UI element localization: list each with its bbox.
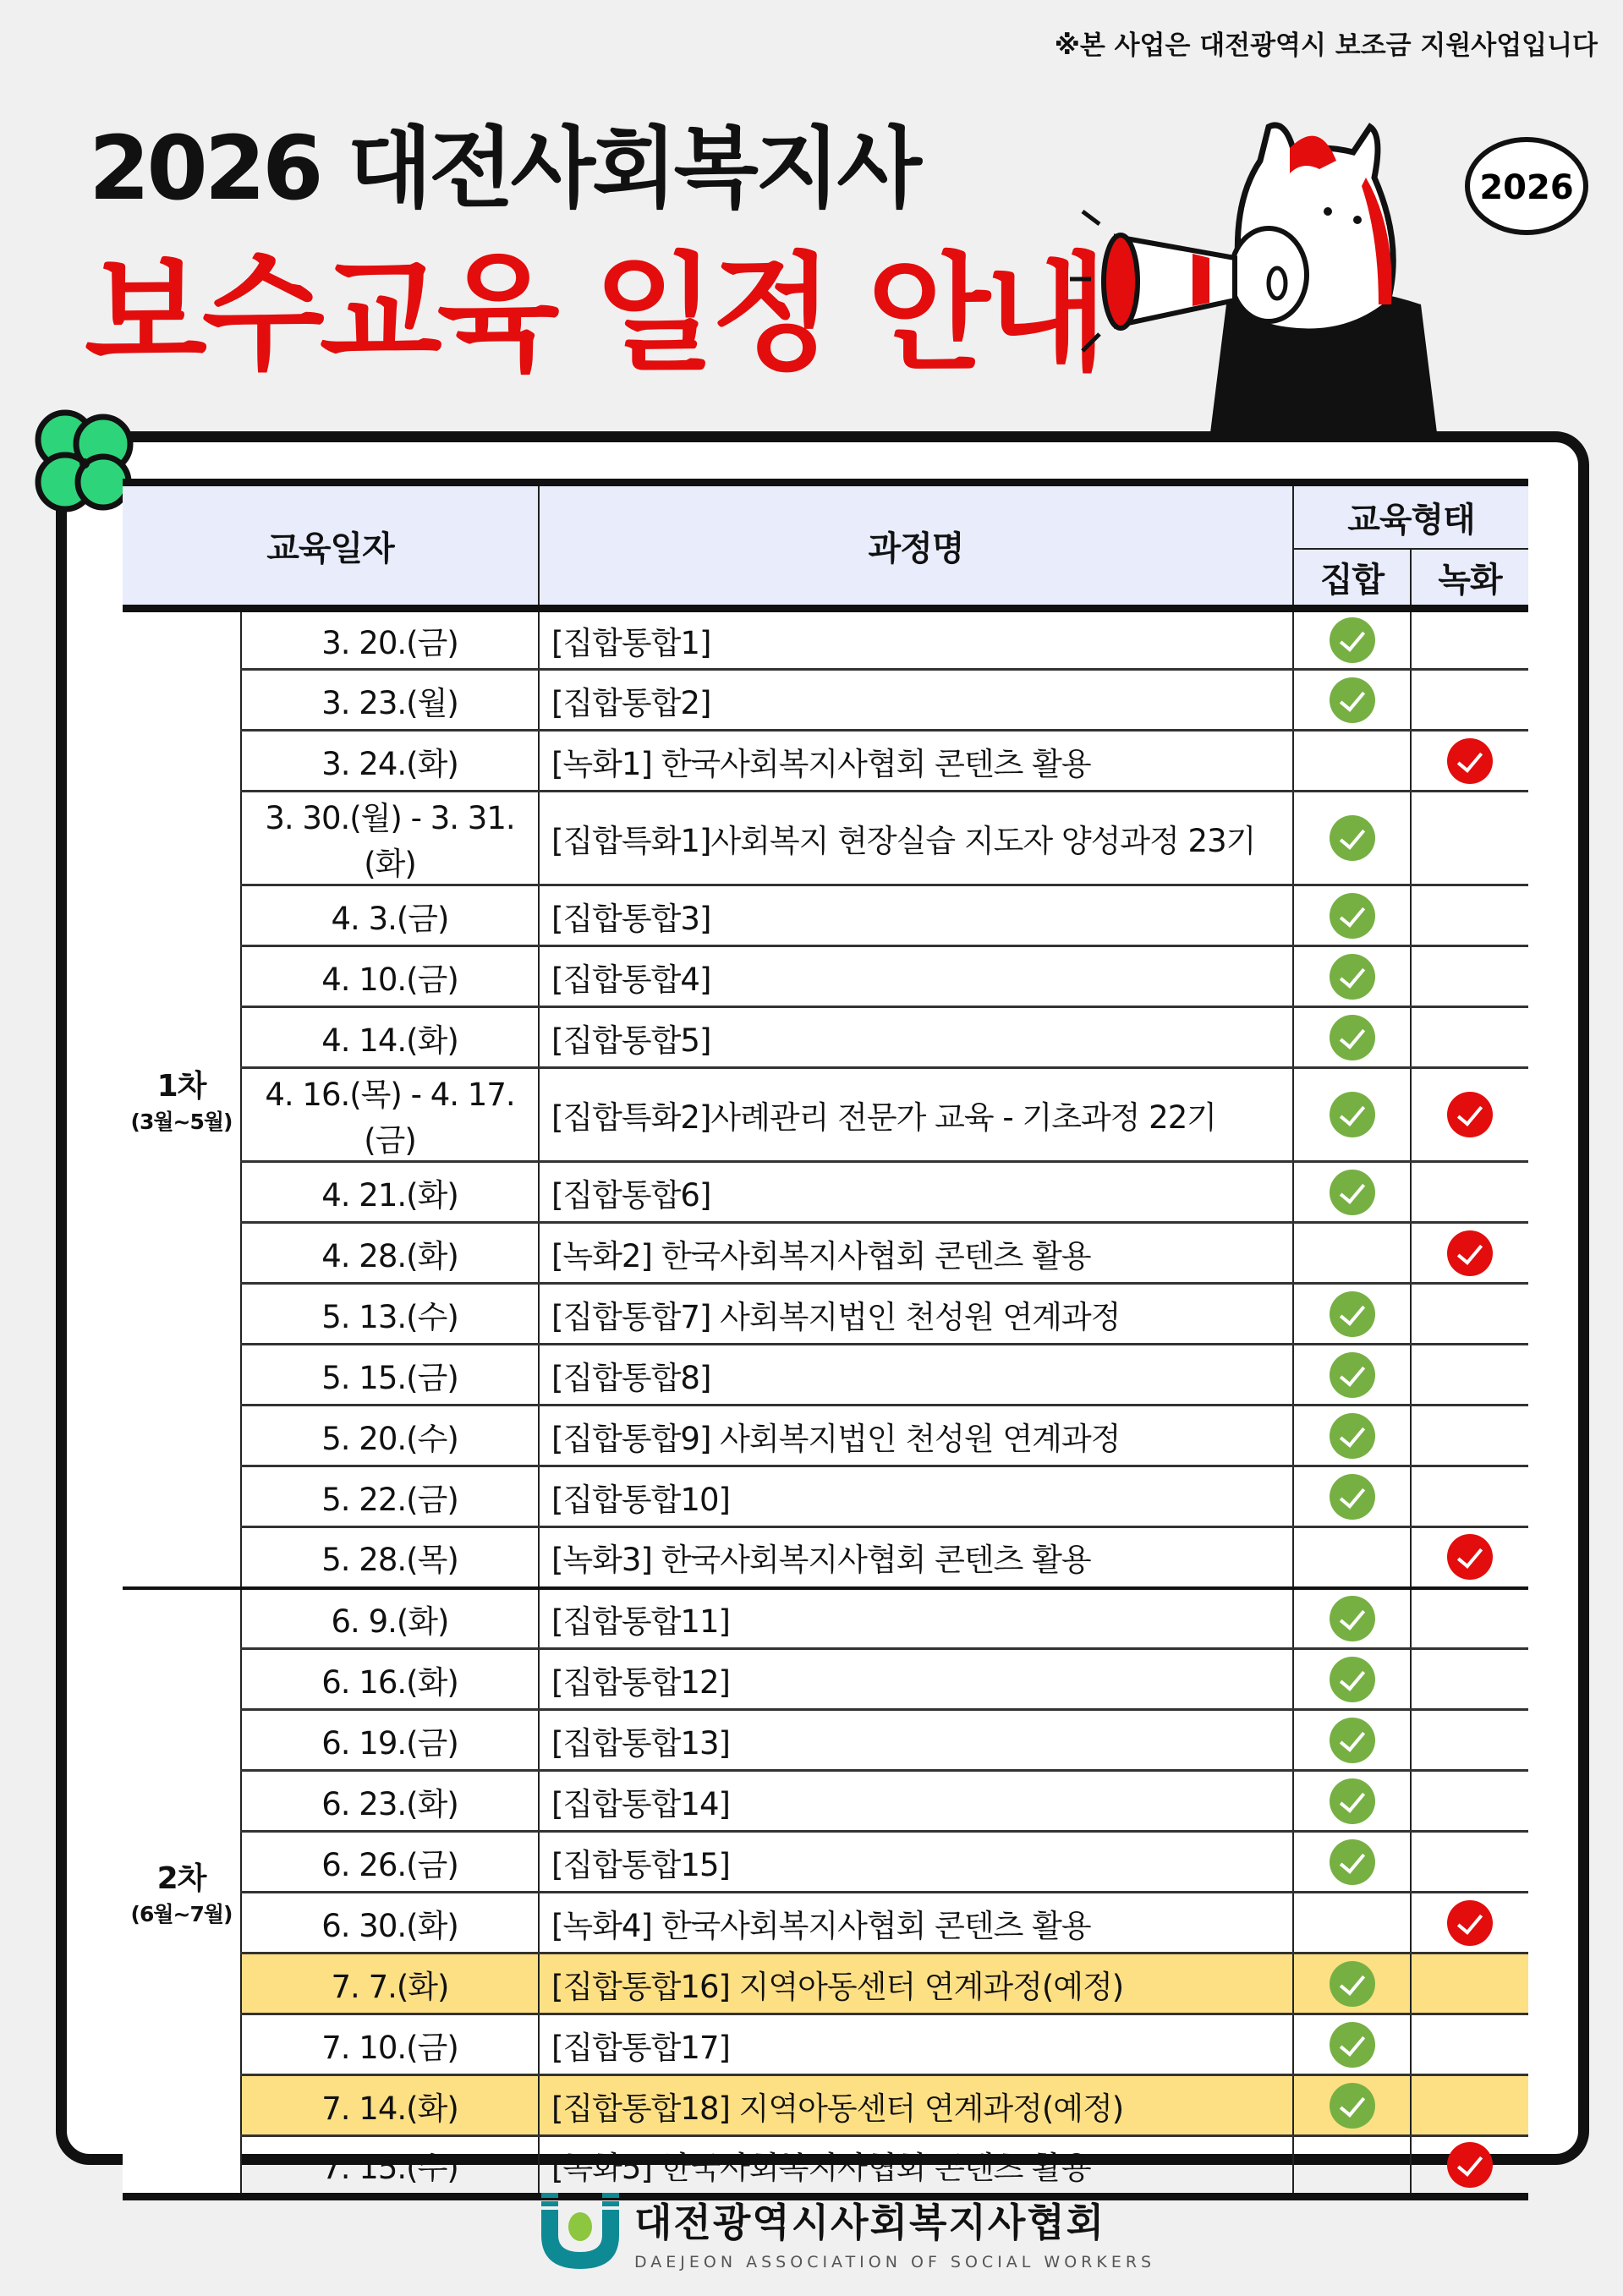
mascot-bubble-text: 2026 bbox=[1479, 168, 1574, 207]
org-name: 대전광역시사회복지사협회 bbox=[634, 2200, 1106, 2245]
course-date: 4. 14.(화) bbox=[241, 1007, 539, 1068]
course-date: 6. 9.(화) bbox=[241, 1588, 539, 1649]
course-name: [집합통합8] bbox=[539, 1345, 1293, 1406]
offline-cell bbox=[1293, 792, 1411, 885]
green-check-icon bbox=[1330, 1961, 1375, 2007]
course-name: [집합통합7] 사회복지법인 천성원 연계과정 bbox=[539, 1284, 1293, 1345]
offline-cell bbox=[1293, 1007, 1411, 1068]
recorded-cell bbox=[1411, 1466, 1528, 1527]
offline-cell bbox=[1293, 670, 1411, 731]
recorded-cell bbox=[1411, 1284, 1528, 1345]
recorded-cell bbox=[1411, 609, 1528, 670]
course-date: 3. 20.(금) bbox=[241, 609, 539, 670]
red-check-icon bbox=[1447, 1230, 1493, 1276]
group-period: (6월~7월) bbox=[130, 1901, 233, 1926]
recorded-cell bbox=[1411, 1527, 1528, 1588]
offline-cell bbox=[1293, 1406, 1411, 1466]
course-name: [집합통합18] 지역아동센터 연계과정(예정) bbox=[539, 2075, 1293, 2136]
recorded-cell bbox=[1411, 2136, 1528, 2197]
offline-cell bbox=[1293, 1527, 1411, 1588]
course-date: 4. 21.(화) bbox=[241, 1162, 539, 1223]
header-offline: 집합 bbox=[1293, 549, 1411, 609]
offline-cell bbox=[1293, 731, 1411, 792]
green-check-icon bbox=[1330, 1657, 1375, 1702]
green-check-icon bbox=[1330, 1839, 1375, 1885]
green-check-icon bbox=[1330, 1474, 1375, 1520]
course-date: 5. 28.(목) bbox=[241, 1527, 539, 1588]
course-name: [집합통합9] 사회복지법인 천성원 연계과정 bbox=[539, 1406, 1293, 1466]
org-name-en: DAEJEON ASSOCIATION OF SOCIAL WORKERS bbox=[634, 2253, 1156, 2271]
green-check-icon bbox=[1330, 1596, 1375, 1641]
table-row bbox=[123, 1588, 1528, 1649]
course-date: 6. 19.(금) bbox=[241, 1710, 539, 1771]
recorded-cell bbox=[1411, 1649, 1528, 1710]
course-date: 4. 28.(화) bbox=[241, 1223, 539, 1284]
recorded-cell bbox=[1411, 1893, 1528, 1954]
table-row bbox=[123, 1527, 1528, 1588]
offline-cell bbox=[1293, 2014, 1411, 2075]
offline-cell bbox=[1293, 609, 1411, 670]
group-label bbox=[123, 1588, 241, 2197]
schedule-table bbox=[123, 479, 1528, 2200]
recorded-cell bbox=[1411, 1406, 1528, 1466]
course-date: 7. 10.(금) bbox=[241, 2014, 539, 2075]
offline-cell bbox=[1293, 1954, 1411, 2014]
green-check-icon bbox=[1330, 1015, 1375, 1060]
course-name: [집합통합13] bbox=[539, 1710, 1293, 1771]
course-date: 7. 15.(수) bbox=[241, 2136, 539, 2197]
green-check-icon bbox=[1330, 1291, 1375, 1337]
course-name: [집합통합10] bbox=[539, 1466, 1293, 1527]
offline-cell bbox=[1293, 2136, 1411, 2197]
org-logo bbox=[541, 2192, 1155, 2271]
table-row bbox=[123, 1893, 1528, 1954]
group-period: (3월~5월) bbox=[130, 1110, 233, 1135]
course-date: 3. 24.(화) bbox=[241, 731, 539, 792]
course-name: [집합통합6] bbox=[539, 1162, 1293, 1223]
table-row bbox=[123, 731, 1528, 792]
table-row bbox=[123, 792, 1528, 885]
recorded-cell bbox=[1411, 1832, 1528, 1893]
green-check-icon bbox=[1330, 1092, 1375, 1137]
group-label bbox=[123, 609, 241, 1588]
offline-cell bbox=[1293, 885, 1411, 946]
recorded-cell bbox=[1411, 2014, 1528, 2075]
red-check-icon bbox=[1447, 738, 1493, 784]
course-date: 5. 15.(금) bbox=[241, 1345, 539, 1406]
course-name: [집합통합2] bbox=[539, 670, 1293, 731]
course-date: 6. 30.(화) bbox=[241, 1893, 539, 1954]
offline-cell bbox=[1293, 1893, 1411, 1954]
table-row bbox=[123, 1710, 1528, 1771]
course-name: [집합통합12] bbox=[539, 1649, 1293, 1710]
table-row bbox=[123, 2075, 1528, 2136]
table-row bbox=[123, 670, 1528, 731]
course-date: 6. 23.(화) bbox=[241, 1771, 539, 1832]
offline-cell bbox=[1293, 2075, 1411, 2136]
table-row bbox=[123, 1832, 1528, 1893]
table-row bbox=[123, 1284, 1528, 1345]
offline-cell bbox=[1293, 1771, 1411, 1832]
red-check-icon bbox=[1447, 1092, 1493, 1137]
course-name: [집합통합17] bbox=[539, 2014, 1293, 2075]
red-check-icon bbox=[1447, 2142, 1493, 2188]
table-row bbox=[123, 1345, 1528, 1406]
green-check-icon bbox=[1330, 893, 1375, 939]
course-name: [집합통합1] bbox=[539, 609, 1293, 670]
course-date: 4. 3.(금) bbox=[241, 885, 539, 946]
offline-cell bbox=[1293, 1466, 1411, 1527]
green-check-icon bbox=[1330, 815, 1375, 861]
red-check-icon bbox=[1447, 1534, 1493, 1580]
header-date: 교육일자 bbox=[123, 483, 539, 609]
subsidy-notice: ※본 사업은 대전광역시 보조금 지원사업입니다 bbox=[1054, 30, 1598, 61]
table-row bbox=[123, 1406, 1528, 1466]
title-line-1: 2026 대전사회복지사 bbox=[89, 117, 918, 220]
recorded-cell bbox=[1411, 1223, 1528, 1284]
course-date: 3. 23.(월) bbox=[241, 670, 539, 731]
table-row bbox=[123, 609, 1528, 670]
table-row bbox=[123, 2136, 1528, 2197]
recorded-cell bbox=[1411, 670, 1528, 731]
table-row bbox=[123, 1649, 1528, 1710]
table-row bbox=[123, 1466, 1528, 1527]
course-date: 5. 22.(금) bbox=[241, 1466, 539, 1527]
recorded-cell bbox=[1411, 731, 1528, 792]
course-name: [집합통합11] bbox=[539, 1588, 1293, 1649]
green-check-icon bbox=[1330, 2083, 1375, 2129]
course-name: [녹화1] 한국사회복지사협회 콘텐츠 활용 bbox=[539, 731, 1293, 792]
course-date: 7. 14.(화) bbox=[241, 2075, 539, 2136]
green-check-icon bbox=[1330, 1778, 1375, 1824]
table-row bbox=[123, 1068, 1528, 1162]
table-row bbox=[123, 1954, 1528, 2014]
green-check-icon bbox=[1330, 2022, 1375, 2068]
course-name: [집합통합14] bbox=[539, 1771, 1293, 1832]
course-name: [집합특화1]사회복지 현장실습 지도자 양성과정 23기 bbox=[539, 792, 1293, 885]
offline-cell bbox=[1293, 1345, 1411, 1406]
table-row bbox=[123, 1771, 1528, 1832]
green-check-icon bbox=[1330, 617, 1375, 663]
recorded-cell bbox=[1411, 1710, 1528, 1771]
green-check-icon bbox=[1330, 1170, 1375, 1215]
offline-cell bbox=[1293, 1068, 1411, 1162]
group-name: 2차 bbox=[156, 1860, 206, 1896]
green-check-icon bbox=[1330, 1413, 1375, 1459]
table-row bbox=[123, 1162, 1528, 1223]
recorded-cell bbox=[1411, 1954, 1528, 2014]
table-row bbox=[123, 1223, 1528, 1284]
table-row bbox=[123, 1007, 1528, 1068]
recorded-cell bbox=[1411, 1007, 1528, 1068]
green-check-icon bbox=[1330, 677, 1375, 723]
offline-cell bbox=[1293, 946, 1411, 1007]
course-date: 4. 10.(금) bbox=[241, 946, 539, 1007]
org-logo-icon bbox=[541, 2193, 619, 2271]
course-name: [집합특화2]사례관리 전문가 교육 - 기초과정 22기 bbox=[539, 1068, 1293, 1162]
recorded-cell bbox=[1411, 1771, 1528, 1832]
recorded-cell bbox=[1411, 792, 1528, 885]
recorded-cell bbox=[1411, 2075, 1528, 2136]
table-row bbox=[123, 885, 1528, 946]
group-name: 1차 bbox=[156, 1069, 206, 1104]
green-check-icon bbox=[1330, 1718, 1375, 1763]
recorded-cell bbox=[1411, 946, 1528, 1007]
title-line-2: 보수교육 일정 안내 bbox=[85, 241, 1103, 388]
recorded-cell bbox=[1411, 1345, 1528, 1406]
horse-megaphone-mascot-icon bbox=[1066, 110, 1590, 440]
offline-cell bbox=[1293, 1649, 1411, 1710]
header-course: 과정명 bbox=[539, 483, 1293, 609]
course-name: [녹화2] 한국사회복지사협회 콘텐츠 활용 bbox=[539, 1223, 1293, 1284]
offline-cell bbox=[1293, 1162, 1411, 1223]
course-date: 5. 13.(수) bbox=[241, 1284, 539, 1345]
offline-cell bbox=[1293, 1223, 1411, 1284]
red-check-icon bbox=[1447, 1900, 1493, 1946]
course-date: 6. 16.(화) bbox=[241, 1649, 539, 1710]
offline-cell bbox=[1293, 1710, 1411, 1771]
offline-cell bbox=[1293, 1588, 1411, 1649]
course-date: 4. 16.(목) - 4. 17.(금) bbox=[241, 1068, 539, 1162]
green-check-icon bbox=[1330, 954, 1375, 1000]
recorded-cell bbox=[1411, 885, 1528, 946]
course-name: [녹화3] 한국사회복지사협회 콘텐츠 활용 bbox=[539, 1527, 1293, 1588]
green-check-icon bbox=[1330, 1352, 1375, 1398]
course-date: 3. 30.(월) - 3. 31.(화) bbox=[241, 792, 539, 885]
header-recorded: 녹화 bbox=[1411, 549, 1528, 609]
course-name: [집합통합4] bbox=[539, 946, 1293, 1007]
course-name: [집합통합16] 지역아동센터 연계과정(예정) bbox=[539, 1954, 1293, 2014]
offline-cell bbox=[1293, 1832, 1411, 1893]
offline-cell bbox=[1293, 1284, 1411, 1345]
header-type: 교육형태 bbox=[1293, 483, 1528, 549]
course-name: [집합통합15] bbox=[539, 1832, 1293, 1893]
recorded-cell bbox=[1411, 1068, 1528, 1162]
course-date: 6. 26.(금) bbox=[241, 1832, 539, 1893]
table-row bbox=[123, 2014, 1528, 2075]
course-date: 7. 7.(화) bbox=[241, 1954, 539, 2014]
course-name: [집합통합3] bbox=[539, 885, 1293, 946]
course-name: [집합통합5] bbox=[539, 1007, 1293, 1068]
course-name: [녹화4] 한국사회복지사협회 콘텐츠 활용 bbox=[539, 1893, 1293, 1954]
course-date: 5. 20.(수) bbox=[241, 1406, 539, 1466]
recorded-cell bbox=[1411, 1162, 1528, 1223]
table-row bbox=[123, 946, 1528, 1007]
course-name: [녹화5] 한국사회복지사협회 콘텐츠 활용 bbox=[539, 2136, 1293, 2197]
recorded-cell bbox=[1411, 1588, 1528, 1649]
